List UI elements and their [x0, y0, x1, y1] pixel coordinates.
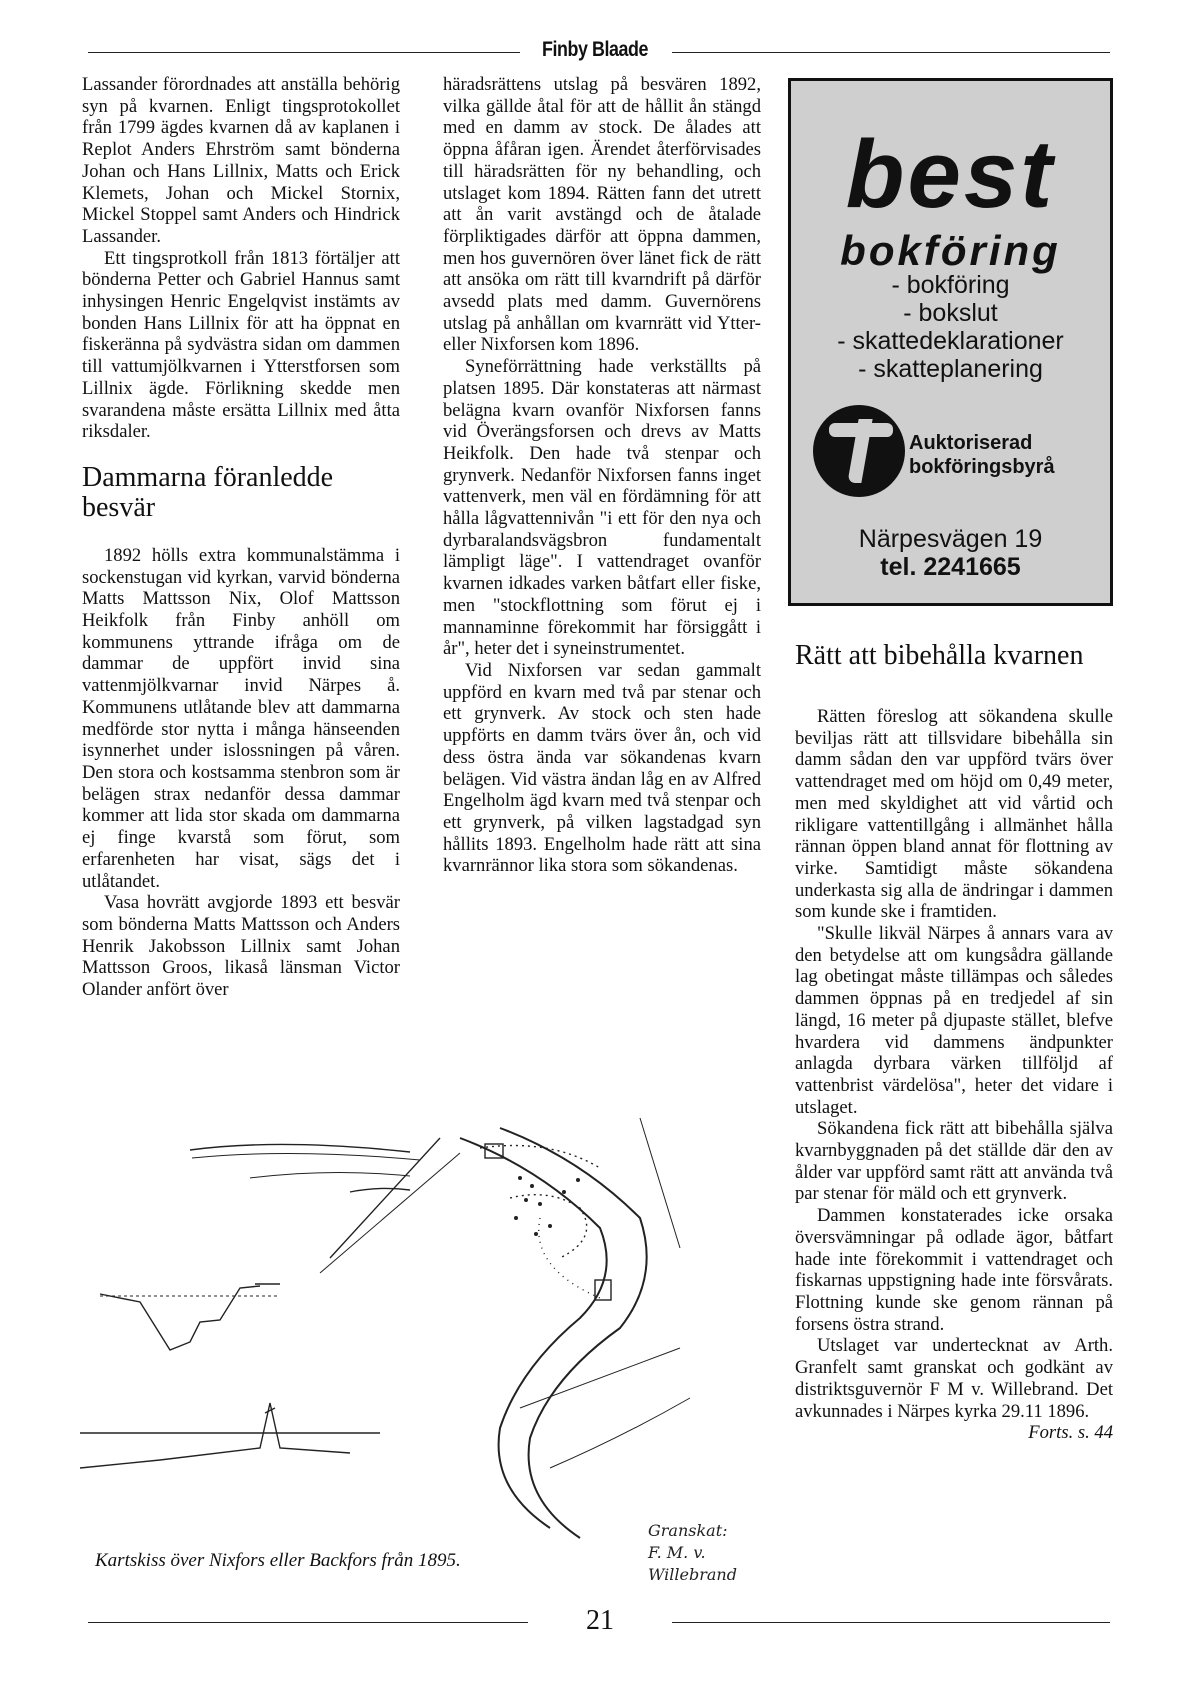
- ad-logo-best: best: [845, 121, 1056, 228]
- continued-note: Forts. s. 44: [1028, 1422, 1113, 1444]
- column-2: [443, 74, 761, 877]
- ad-phone: tel. 2241665: [880, 553, 1021, 581]
- header-rule-right: [672, 52, 1110, 53]
- section-heading: Dammarna föranledde besvär: [82, 461, 334, 523]
- paragraph: häradsrättens utslag på besvären 1892, vilka gällde åtal för att de hållit ån stängd med en damm av stock. De ålades att öppna åfåran igen. Ärendet återförvisades till häradsrätten för ny behandling, och utslaget kom 1894. Rätten fann det utrett att ån varit avstängd och de åtalade förpliktigades därför att öppna dammen, men hos guvernören över länet fick de rätt att ansöka om rätt till kvarndrift på därför avsedd plats med damm. Guvernörens utslag på anhållan om kvarnrätt vid Ytter- eller Nixforsen kom 1896.: [443, 74, 761, 356]
- paragraph: Syneförrättning hade verkställts på platsen 1895. Där konstateras att närmast belägna kvarn ovanför Nixforsen fanns vid Överängsforsen och drevs av Matts Heikfolk. Den hade två stenpar och grynverk. Nedanför Nixforsen fanns inget vattenverk, men väl en fördämning för att hålla lågvattennivån "i ett för den nya och dyrbaralandsvägsbron fundamentalt lämpligt läge". I vattendraget ovanför kvarnen idkades varken båtfart eller fiske, men "stockflottning som förut ej i mannaminne förekommit har försiggått i år", heter det i syneinstrumentet.: [443, 356, 761, 660]
- column-3: [795, 706, 1113, 1444]
- signature: [648, 1520, 778, 1586]
- footer-rule-right: [672, 1622, 1110, 1623]
- ad-logo-bokforing: bokföring: [840, 227, 1061, 274]
- figure-caption: Kartskiss över Nixfors eller Backfors från 1895.: [95, 1550, 461, 1571]
- ad-authorized-line: Auktoriserad: [909, 432, 1033, 454]
- masthead-title: Finby Blaade: [541, 38, 648, 61]
- ad-authorized-text: [909, 431, 1109, 479]
- paragraph: Vid Nixforsen var sedan gammalt uppförd en kvarn med två par stenar och ett grynverk. Av stock och sten hade uppförts en damm tvärs över ån, och vid dess östra ända var sökandenas kvarn belägen. Vid västra ändan låg en av Alfred Engelholm ägd kvarn med två stenpar och ett grynverk, på vilken lagstadgad syn hållits 1893. Engelholm hade rätt att sina kvarnrännor lika stora som sökandenas.: [443, 659, 761, 877]
- ad-service-item: - bokföring: [891, 271, 1010, 299]
- section-heading: Rätt att bibehålla kvarnen: [795, 640, 1084, 671]
- header-rule-left: [88, 52, 520, 53]
- signature-line: Granskat:: [648, 1521, 728, 1540]
- footer-rule-left: [88, 1622, 528, 1623]
- ad-service-item: - skattedeklarationer: [837, 327, 1064, 355]
- paragraph: Rätten föreslog att sökandena skulle beviljas rätt att tillsvidare bibehålla sin damm sådan den var uppförd tvärs över vattendraget med om höjd om 0,49 meter, men med skyldighet att vid vårtid och rikligare vattentillgång i allmänhet hålla rännan öppen bland annat för flottning av virke. Samtidigt måste sökandena underkasta sig alla de ändringar i dammen som kunde ske i framtiden.: [795, 706, 1113, 923]
- authorized-badge-icon: [813, 405, 905, 497]
- signature-line: F. M. v. Willebrand: [648, 1543, 737, 1584]
- advertisement: [788, 78, 1113, 606]
- ad-address: Närpesvägen 19: [858, 525, 1043, 553]
- column-1: [82, 74, 400, 1001]
- paragraph: Ett tingsprotkoll från 1813 förtäljer att bönderna Petter och Gabriel Hannus samt inhysingen Henric Engelqvist instämts av bonden Hans Lillnix för att ha öppnat en fiskeränna på sydvästra sidan om dammen till vattumjölkvarnen i Ytterstforsen som Lillnix ägde. Förlikning skedde men svarandena måste ersätta Lillnix med åtta riksdaler.: [82, 247, 400, 443]
- paragraph: Vasa hovrätt avgjorde 1893 ett besvär som bönderna Matts Mattsson och Anders Henrik Jakobsson Lillnix samt Johan Mattsson Groos, likaså länsman Victor Olander anfört över: [82, 892, 400, 1001]
- paragraph: Dammen konstaterades icke orsaka översvämningar på odlade ägor, båtfart hade inte förekommit i vattendraget och fiskarnas uppstigning hade inte försvårats. Flottning kunde ske genom rännan på forsens östra strand.: [795, 1205, 1113, 1335]
- ad-service-item: - skatteplanering: [858, 355, 1043, 383]
- page-number: 21: [586, 1605, 614, 1636]
- ad-contact: [791, 525, 1110, 581]
- paragraph: 1892 hölls extra kommunalstämma i sockenstugan vid kyrkan, varvid bönderna Matts Mattsson Nix, Olof Mattsson Heikfolk från Finby anhöll om kommunens yttrande ifråga om de dammar de uppfört invid sina vattenmjölkvarnar invid Närpes å. Kommunens utlåtande blev att dammarna medförde stor nytta i många hänseenden isynnerhet under islossningen på våren. Den stora och kostsamma stenbron som är belägen strax nedanför dessa dammar kommer att lida stor skada om dammarna ej finge kvarstå som förut, som erfarenheten har visat, sägs det i utlåtandet.: [82, 544, 400, 892]
- ad-services: [791, 271, 1110, 383]
- paragraph: "Skulle likväl Närpes å annars vara av den betydelse att om kungsådra gällande lag obetingat måste tillämpas och således dammen öppnas på en tredjedel af sin längd, 16 meter på djupaste stället, blefve hvardera vid dammens ändpunkter anlagda dyrbara värken tillföljd af vattenbrist värdelösa", heter det vidare i utslaget.: [795, 923, 1113, 1118]
- paragraph: Lassander förordnades att anställa behörig syn på kvarnen. Enligt tingsprotokollet från 1799 ägdes kvarnen då av kaplanen i Replot Anders Ehrström samt bönderna Johan och Hans Lillnix, Matts och Erick Klemets, Johan och Mickel Stornix, Mickel Stoppel samt Anders och Hindrick Lassander.: [82, 74, 400, 247]
- ad-authorized-line: bokföringsbyrå: [909, 456, 1055, 478]
- paragraph: Utslaget var undertecknat av Arth. Granfelt samt granskat och godkänt av distriktsguvernör F M v. Willebrand. Det avkunnades i Närpes kyrka 29.11 1896.: [795, 1335, 1113, 1422]
- map-sketch-image: [80, 1108, 770, 1563]
- ad-service-item: - bokslut: [903, 299, 998, 327]
- paragraph: Sökandena fick rätt att bibehålla själva kvarnbyggnaden på det ställde där den av ålder var uppförd samt rätt att använda två par stenar för mäld och ett grynverk.: [795, 1118, 1113, 1205]
